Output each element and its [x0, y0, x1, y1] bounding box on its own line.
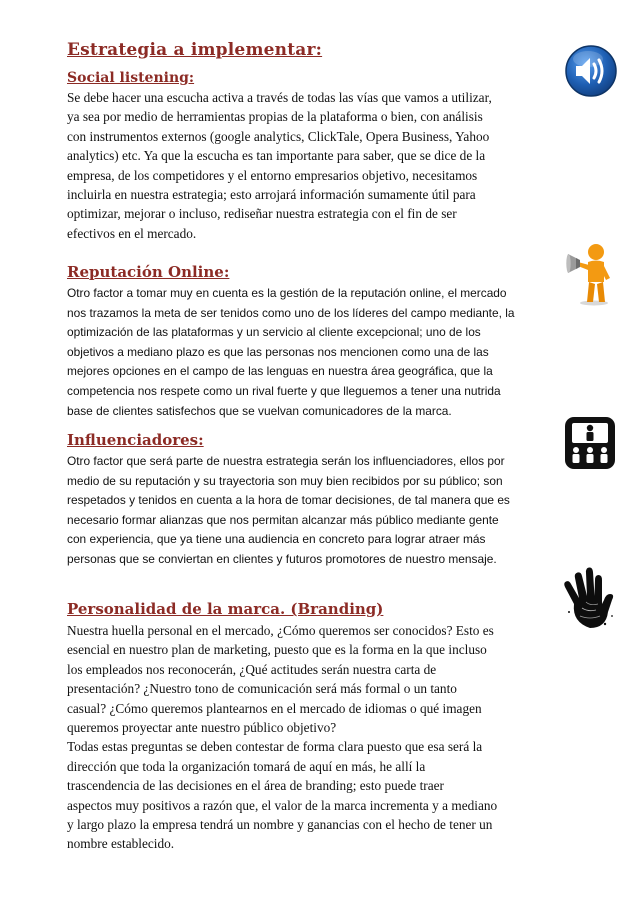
section-reputacion-online: [67, 260, 549, 421]
paragraph-line: mejores opciones en el campo de las lenguas en nuestra área geográfica, que la: [67, 364, 493, 379]
paragraph-line: optimización de las plataformas y un servicio al cliente excepcional; uno de los: [67, 325, 481, 340]
section-heading: Influenciadores:: [67, 431, 204, 449]
section-heading: Social listening:: [67, 70, 195, 86]
paragraph-line: base de clientes satisfechos que se vuelvan comunicadores de la marca.: [67, 403, 452, 418]
section-heading: Personalidad de la marca. (Branding): [67, 600, 384, 618]
presenter-audience-icon: [565, 417, 615, 469]
paragraph-line: analytics) etc. Ya que la escucha es tan importante para saber, que se dice de la: [67, 148, 486, 164]
megaphone-person-icon: [566, 240, 616, 306]
paragraph-line: Otro factor a tomar muy en cuenta es la gestión de la reputación online, el mercado: [67, 286, 507, 300]
paragraph-line: competencia nos respete como un rival fuerte y que lleguemos a tener una nutrida: [67, 383, 501, 398]
paragraph-line: y largo plazo la empresa tendrá un nombre y ganancias con el hecho de tener un: [67, 817, 493, 833]
paragraph-line: ya sea por medio de herramientas propias de la plataforma o bien, con análisis: [67, 109, 483, 125]
paragraph-line: con instrumentos externos (google analytics, ClickTale, Opera Business, Yahoo: [67, 128, 490, 144]
page-title: Estrategia a implementar:: [67, 40, 323, 60]
paragraph-line: presentación? ¿Nuestro tono de comunicación será más formal o un tanto: [67, 681, 457, 697]
paragraph-line: incluirla en nuestra estrategia; esto arrojará información sumamente útil para: [67, 187, 476, 203]
paragraph-line: Nuestra huella personal en el mercado, ¿Cómo queremos ser conocidos? Esto es: [67, 623, 494, 638]
paragraph-line: optimizar, mejorar o incluso, rediseñar nuestra estrategia con el fin de ser: [67, 206, 457, 222]
paragraph-line: Todas estas preguntas se deben contestar de forma clara puesto que esa será la: [67, 739, 483, 755]
section-branding: [67, 597, 549, 854]
paragraph-line: medio de su reputación y su trayectoria son muy bien recibidos por su público; son: [67, 473, 503, 488]
paragraph-line: queremos proyectar ante nuestro público objetivo?: [67, 720, 337, 736]
paragraph-line: nombre establecido.: [67, 836, 175, 852]
paragraph-line: aspectos muy positivos a razón que, el valor de la marca incrementa y a mediano: [67, 797, 498, 813]
paragraph-line: Se debe hacer una escucha activa a través de todas las vías que vamos a utilizar,: [67, 90, 492, 105]
paragraph-line: Otro factor que será parte de nuestra estrategia serán los influenciadores, ellos por: [67, 454, 505, 468]
paragraph-line: personas que se conviertan en clientes y futuros promotores de nuestro mensaje.: [67, 551, 497, 566]
paragraph-line: con experiencia, que ya tiene una audiencia en concreto para lograr atraer más: [67, 532, 486, 547]
paragraph-line: los empleados nos reconocerán, ¿Qué actitudes serán nuestra carta de: [67, 661, 437, 677]
paragraph-line: necesario formar alianzas que nos permitan alcanzar más público mediante gente: [67, 512, 499, 527]
paragraph-line: casual? ¿Cómo queremos plantearnos en el mercado de idiomas o qué imagen: [67, 700, 482, 716]
handprint-icon: [560, 566, 618, 632]
paragraph-line: objetivos a mediano plazo es que las personas nos mencionen como una de las: [67, 344, 489, 359]
paragraph-line: respetados y tenidos en cuenta a la hora de tomar decisiones, de tal manera que es: [67, 493, 510, 508]
paragraph-line: empresa, de los competidores y el entorno empresarios objetivo, necesitamos: [67, 167, 478, 183]
section-heading: Reputación Online:: [67, 263, 230, 281]
paragraph-line: efectivos en el mercado.: [67, 225, 197, 241]
speaker-volume-icon: [564, 44, 618, 98]
paragraph-line: dirección que toda la organización tomará de aquí en más, he allí la: [67, 758, 426, 774]
paragraph-line: esencial en nuestro plan de marketing, puesto que es la forma en la que incluso: [67, 642, 487, 658]
paragraph-line: nos trazamos la meta de ser tenidos como uno de los líderes del campo mediante, la: [67, 305, 515, 320]
section-influenciadores: [67, 428, 549, 570]
section-social-listening: [67, 68, 549, 243]
paragraph-line: trascendencia de las decisiones en el área de branding; esto puede traer: [67, 778, 444, 794]
